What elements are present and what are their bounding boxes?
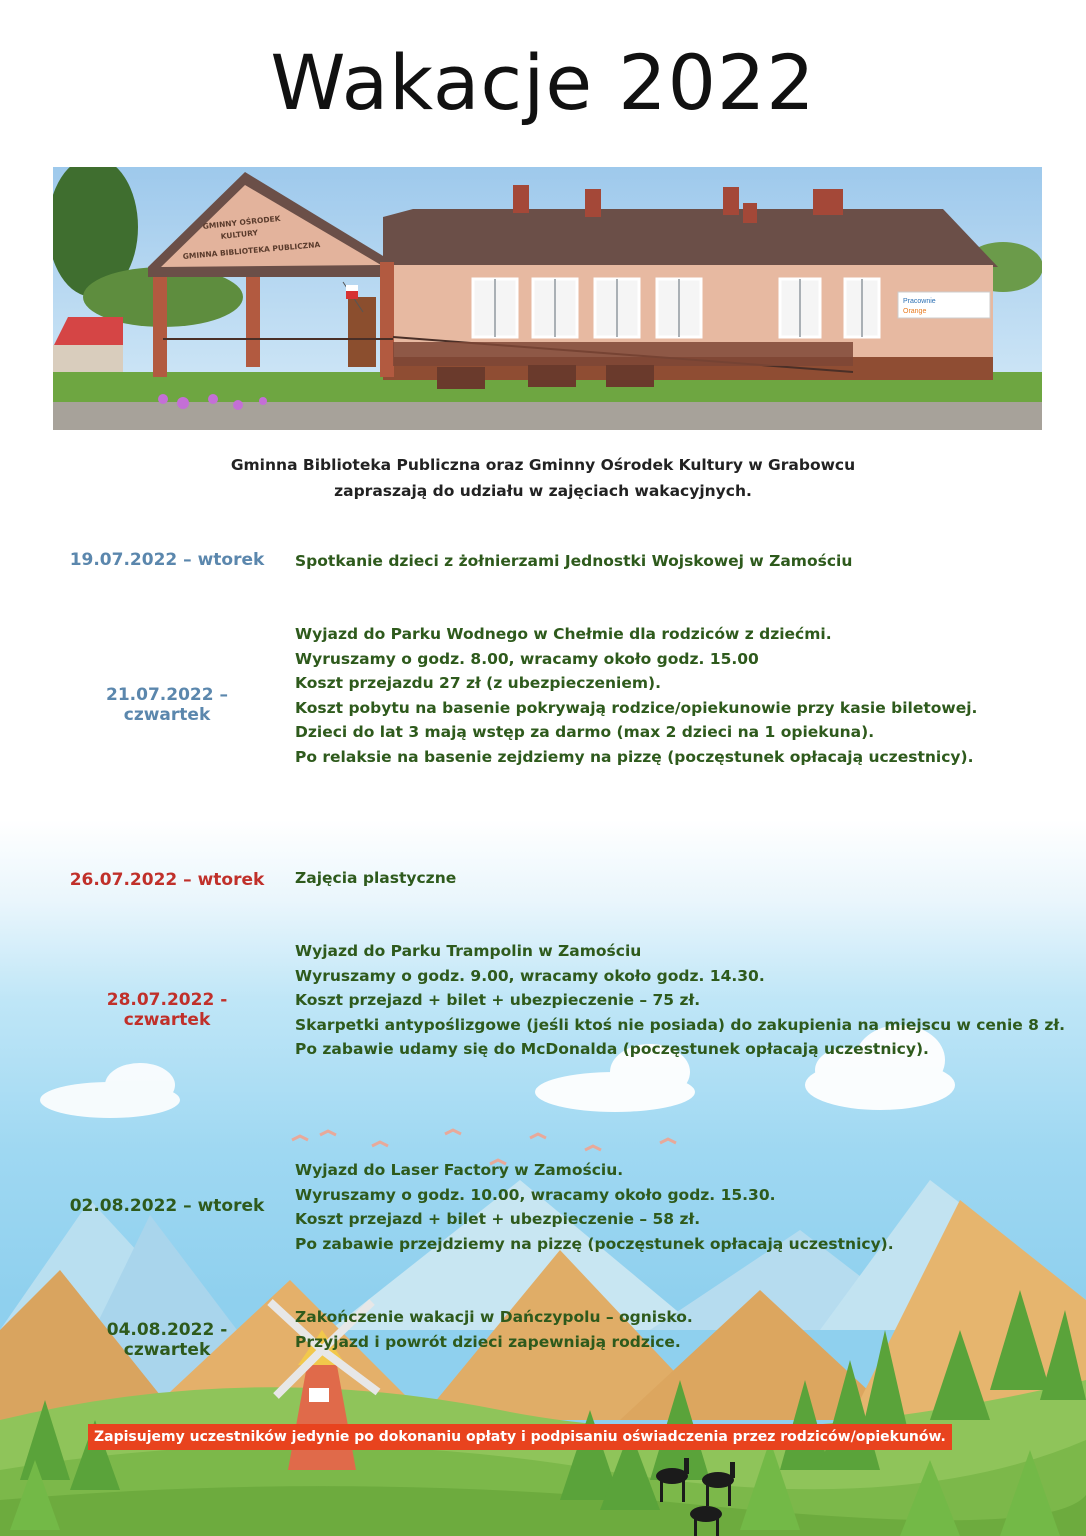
event-date: 04.08.2022 - czwartek — [106, 1320, 228, 1360]
building-sign-text: KULTURY — [220, 228, 259, 241]
event-line: Zakończenie wakacji w Dańczypolu – ognisko. — [295, 1308, 693, 1326]
event-line: Przyjazd i powrót dzieci zapewniają rodzice. — [295, 1332, 681, 1351]
event-line: Wyjazd do Parku Wodnego w Chełmie dla rodziców z dziećmi. — [295, 625, 832, 643]
page-title: Wakacje 2022 — [270, 38, 816, 127]
side-sign-text: Orange — [903, 308, 927, 315]
event-line: Spotkanie dzieci z żołnierzami Jednostki Wojskowej w Zamościu — [295, 552, 853, 570]
event-date: 28.07.2022 - czwartek — [106, 990, 228, 1030]
building-sign-text: GMINNY OŚRODEK — [202, 213, 281, 231]
event-details — [295, 1158, 1065, 1256]
event-date: 02.08.2022 – wtorek — [69, 1196, 265, 1216]
event-line: Wyruszamy o godz. 10.00, wracamy około godz. 15.30. — [295, 1185, 776, 1204]
event-details — [295, 939, 1065, 1062]
event-line: Po relaksie na basenie zejdziemy na pizzę (poczęstunek opłacają uczestnicy). — [295, 747, 974, 766]
cloud — [40, 1063, 180, 1118]
building-photo — [53, 167, 1042, 430]
registration-notice: Zapisujemy uczestników jedynie po dokonaniu opłaty i podpisaniu oświadczenia przez rodziców/opiekunów. — [88, 1424, 952, 1450]
event-date: 19.07.2022 – wtorek — [69, 550, 265, 570]
event-line: Po zabawie przejdziemy na pizzę (poczęstunek opłacają uczestnicy). — [295, 1234, 894, 1253]
event-line: Wyjazd do Laser Factory w Zamościu. — [295, 1161, 624, 1179]
event-line: Koszt pobytu na basenie pokrywają rodzice/opiekunowie przy kasie biletowej. — [295, 698, 978, 717]
event-date: 21.07.2022 – czwartek — [106, 685, 228, 725]
intro-text — [0, 452, 1086, 504]
event-details — [295, 1305, 1065, 1354]
event-details — [295, 866, 1065, 891]
event-line: Po zabawie udamy się do McDonalda (poczęstunek opłacają uczestnicy). — [295, 1040, 929, 1058]
intro-line: Gminna Biblioteka Publiczna oraz Gminny Ośrodek Kultury w Grabowcu — [230, 456, 856, 474]
event-line: Wyjazd do Parku Trampolin w Zamościu — [295, 942, 642, 960]
event-details — [295, 622, 1065, 769]
event-date: 26.07.2022 – wtorek — [69, 870, 265, 890]
event-line: Skarpetki antypoślizgowe (jeśli ktoś nie posiada) do zakupienia na miejscu w cenie 8 zł. — [295, 1015, 1066, 1034]
building-sign-text: GMINNA BIBLIOTEKA PUBLICZNA — [182, 240, 321, 261]
side-sign-text: Pracownie — [903, 298, 936, 305]
event-line: Koszt przejazdu 27 zł (z ubezpieczeniem). — [295, 674, 661, 692]
event-line: Wyruszamy o godz. 8.00, wracamy około godz. 15.00 — [295, 649, 759, 668]
event-details — [295, 549, 1065, 574]
event-line: Koszt przejazd + bilet + ubezpieczenie – 58 zł. — [295, 1210, 701, 1228]
intro-line: zapraszają do udziału w zajęciach wakacyjnych. — [334, 482, 752, 500]
event-line: Zajęcia plastyczne — [295, 869, 457, 887]
event-line: Dzieci do lat 3 mają wstęp za darmo (max 2 dzieci na 1 opiekuna). — [295, 723, 875, 741]
event-line: Koszt przejazd + bilet + ubezpieczenie – 75 zł. — [295, 991, 701, 1009]
event-line: Wyruszamy o godz. 9.00, wracamy około godz. 14.30. — [295, 966, 765, 985]
